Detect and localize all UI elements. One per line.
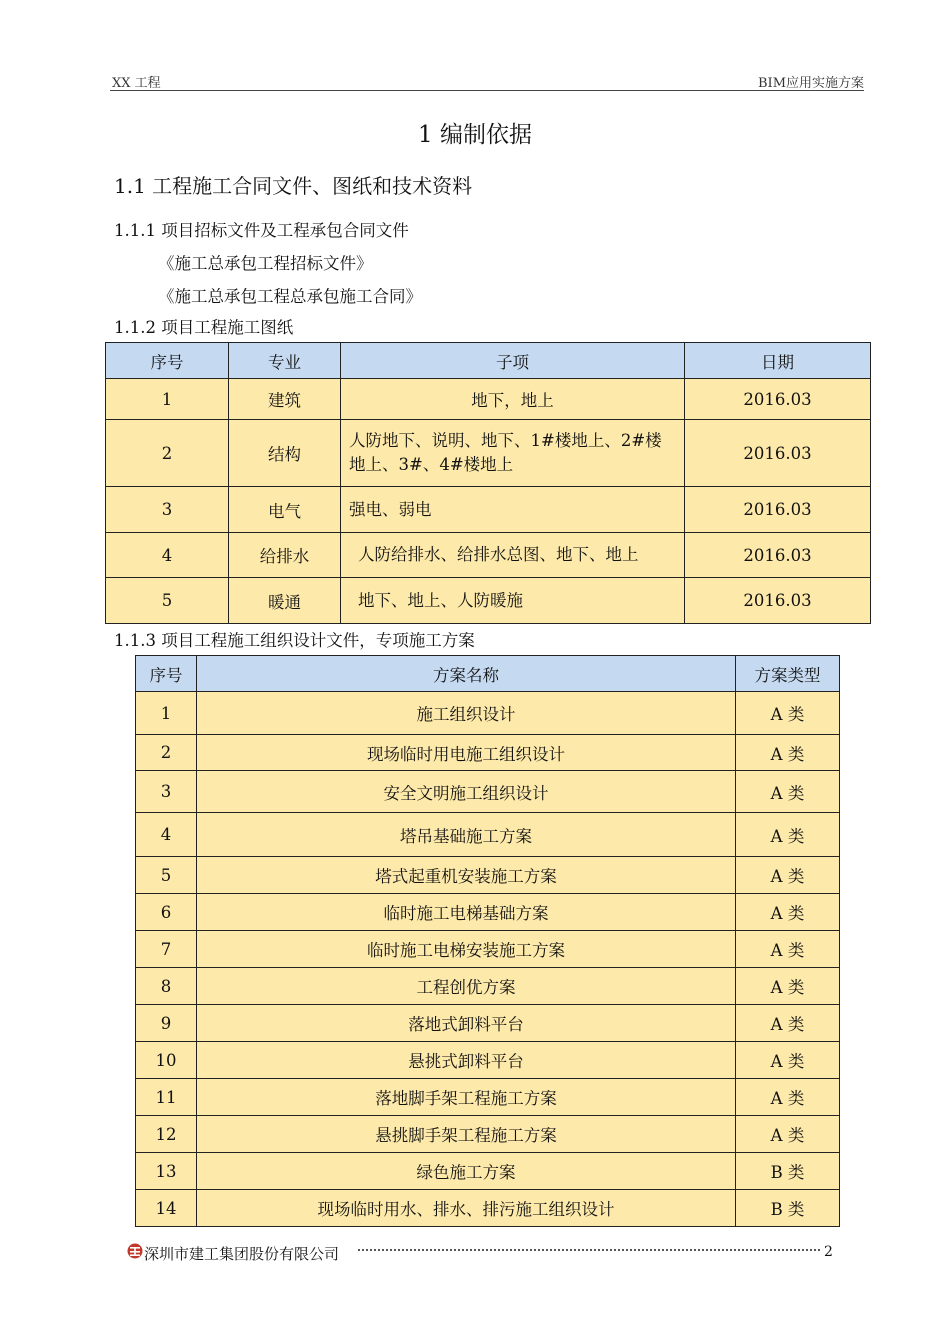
col-header-plan-type: 方案类型 — [736, 656, 840, 692]
header-project: XX 工程 — [112, 76, 161, 91]
table-row — [136, 692, 840, 735]
table-row — [136, 1190, 840, 1227]
cell-no: 3 — [136, 771, 197, 813]
cell-plan-type: A 类 — [736, 692, 840, 735]
header-doc-title: BIM应用实施方案 — [758, 76, 864, 91]
cell-date: 2016.03 — [685, 379, 871, 420]
cell-plan-name: 悬挑脚手架工程施工方案 — [197, 1116, 736, 1153]
col-header-discipline: 专业 — [229, 343, 341, 379]
cell-plan-name: 临时施工电梯安装施工方案 — [197, 931, 736, 968]
cell-no: 5 — [106, 578, 229, 624]
cell-plan-type: A 类 — [736, 771, 840, 813]
table-header-row — [136, 656, 840, 692]
table-row — [136, 1116, 840, 1153]
cell-no: 11 — [136, 1079, 197, 1116]
table-row — [136, 894, 840, 931]
cell-plan-name: 施工组织设计 — [197, 692, 736, 735]
construction-plans-table — [135, 655, 840, 1227]
table-row — [136, 1005, 840, 1042]
cell-no: 2 — [106, 420, 229, 487]
table-row — [106, 533, 871, 578]
cell-plan-type: A 类 — [736, 1079, 840, 1116]
table-row — [136, 771, 840, 813]
cell-plan-name: 悬挑式卸料平台 — [197, 1042, 736, 1079]
cell-plan-name: 现场临时用水、排水、排污施工组织设计 — [197, 1190, 736, 1227]
cell-date: 2016.03 — [685, 487, 871, 533]
table-row — [136, 813, 840, 857]
cell-no: 9 — [136, 1005, 197, 1042]
cell-plan-name: 临时施工电梯基础方案 — [197, 894, 736, 931]
cell-no: 10 — [136, 1042, 197, 1079]
contract-doc-item: 《施工总承包工程招标文件》 — [158, 254, 373, 273]
cell-plan-name: 落地式卸料平台 — [197, 1005, 736, 1042]
drawings-table — [105, 342, 871, 624]
cell-no: 1 — [136, 692, 197, 735]
cell-subitem: 地下、地上、人防暖施 — [341, 578, 685, 624]
table-row — [106, 487, 871, 533]
cell-no: 4 — [136, 813, 197, 857]
cell-subitem: 人防地下、说明、地下、1#楼地上、2#楼地上、3#、4#楼地上 — [341, 420, 685, 487]
cell-no: 13 — [136, 1153, 197, 1190]
cell-subitem: 地下，地上 — [341, 379, 685, 420]
cell-no: 3 — [106, 487, 229, 533]
table-header-row — [106, 343, 871, 379]
contract-doc-item: 《施工总承包工程总承包施工合同》 — [158, 287, 422, 306]
cell-plan-type: A 类 — [736, 813, 840, 857]
cell-plan-type: A 类 — [736, 1116, 840, 1153]
cell-subitem: 强电、弱电 — [341, 487, 685, 533]
col-header-subitem: 子项 — [341, 343, 685, 379]
cell-plan-name: 塔吊基础施工方案 — [197, 813, 736, 857]
cell-plan-name: 绿色施工方案 — [197, 1153, 736, 1190]
section-title: 1.1 工程施工合同文件、图纸和技术资料 — [114, 174, 473, 198]
cell-plan-type: B 类 — [736, 1153, 840, 1190]
cell-discipline: 结构 — [229, 420, 341, 487]
table-row — [136, 1079, 840, 1116]
cell-plan-type: A 类 — [736, 735, 840, 771]
col-header-date: 日期 — [685, 343, 871, 379]
cell-discipline: 建筑 — [229, 379, 341, 420]
cell-plan-name: 现场临时用电施工组织设计 — [197, 735, 736, 771]
subsection-1-1-3-title: 1.1.3 项目工程施工组织设计文件，专项施工方案 — [114, 631, 475, 650]
cell-discipline: 电气 — [229, 487, 341, 533]
cell-date: 2016.03 — [685, 578, 871, 624]
footer-company-name: 深圳市建工集团股份有限公司 — [144, 1245, 340, 1263]
table-row — [106, 578, 871, 624]
cell-no: 12 — [136, 1116, 197, 1153]
cell-plan-name: 落地脚手架工程施工方案 — [197, 1079, 736, 1116]
chapter-title: 1 编制依据 — [418, 122, 532, 148]
cell-no: 5 — [136, 857, 197, 894]
cell-no: 4 — [106, 533, 229, 578]
cell-plan-name: 工程创优方案 — [197, 968, 736, 1005]
cell-plan-type: A 类 — [736, 1042, 840, 1079]
cell-discipline: 给排水 — [229, 533, 341, 578]
cell-date: 2016.03 — [685, 420, 871, 487]
footer-dot-leader — [358, 1249, 820, 1251]
cell-discipline: 暖通 — [229, 578, 341, 624]
cell-subitem: 人防给排水、给排水总图、地下、地上 — [341, 533, 685, 578]
table-row — [136, 1042, 840, 1079]
col-header-plan-name: 方案名称 — [197, 656, 736, 692]
table-row — [136, 857, 840, 894]
table-row — [136, 968, 840, 1005]
col-header-no: 序号 — [106, 343, 229, 379]
cell-no: 7 — [136, 931, 197, 968]
cell-plan-type: A 类 — [736, 894, 840, 931]
subsection-1-1-1-title: 1.1.1 项目招标文件及工程承包合同文件 — [114, 221, 409, 240]
header-divider — [110, 90, 864, 91]
table-row — [136, 735, 840, 771]
cell-plan-type: A 类 — [736, 968, 840, 1005]
cell-plan-name: 安全文明施工组织设计 — [197, 771, 736, 813]
table-row — [136, 931, 840, 968]
cell-plan-name: 塔式起重机安装施工方案 — [197, 857, 736, 894]
cell-plan-type: A 类 — [736, 931, 840, 968]
table-row — [106, 379, 871, 420]
col-header-no: 序号 — [136, 656, 197, 692]
cell-no: 2 — [136, 735, 197, 771]
page-number: 2 — [824, 1244, 833, 1260]
subsection-1-1-2-title: 1.1.2 项目工程施工图纸 — [114, 318, 294, 337]
cell-plan-type: A 类 — [736, 1005, 840, 1042]
cell-no: 1 — [106, 379, 229, 420]
cell-date: 2016.03 — [685, 533, 871, 578]
cell-plan-type: A 类 — [736, 857, 840, 894]
cell-plan-type: B 类 — [736, 1190, 840, 1227]
cell-no: 8 — [136, 968, 197, 1005]
cell-no: 14 — [136, 1190, 197, 1227]
table-row — [106, 420, 871, 487]
table-row — [136, 1153, 840, 1190]
cell-no: 6 — [136, 894, 197, 931]
company-logo-icon — [127, 1243, 143, 1259]
